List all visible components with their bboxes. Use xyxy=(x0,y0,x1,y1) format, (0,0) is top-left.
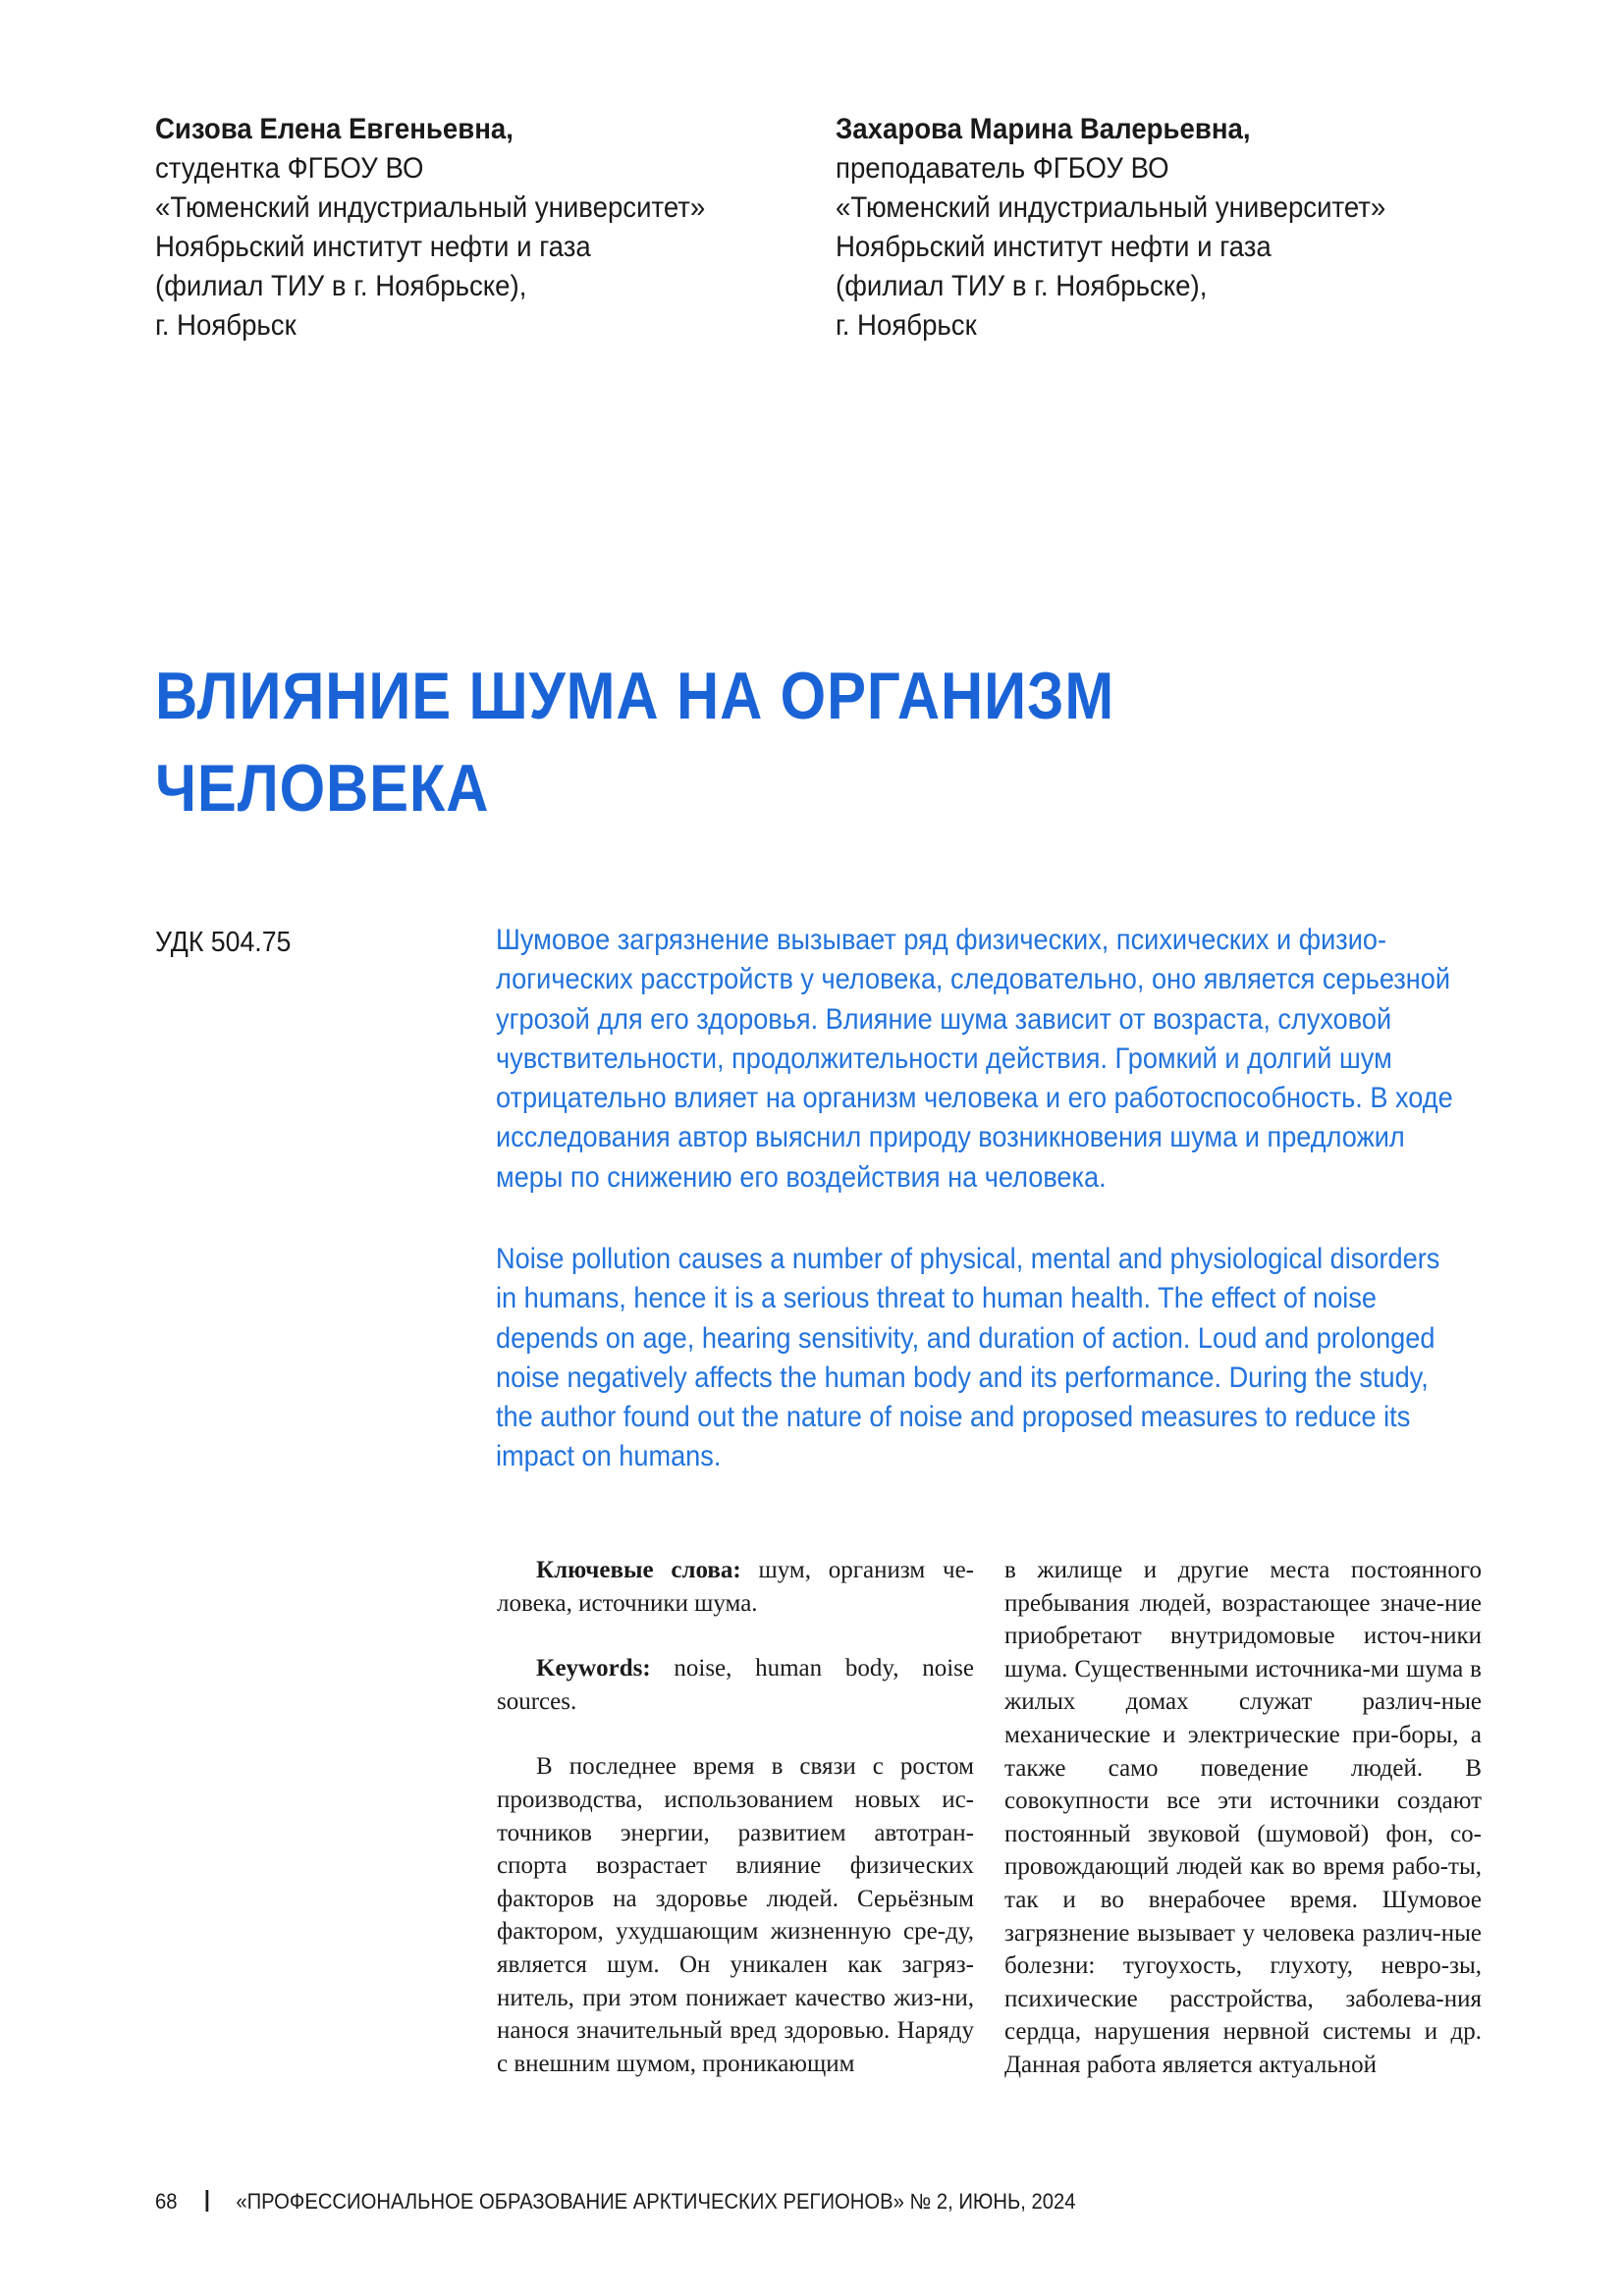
abstract-line: Noise pollution causes a number of physical, mental and physiological disorders xyxy=(496,1243,1440,1275)
abstract-line: the author found out the nature of noise and proposed measures to reduce its xyxy=(496,1401,1411,1434)
abstract-line: in humans, hence it is a serious threat to human health. The effect of noise xyxy=(496,1282,1378,1315)
author-institute: Ноябрьский институт нефти и газа xyxy=(836,231,1272,263)
author-position: студентка ФГБОУ ВО xyxy=(155,152,424,185)
author-city: г. Ноябрьск xyxy=(155,309,297,342)
article-title-line: ЧЕЛОВЕКА xyxy=(155,751,490,826)
body-column-left xyxy=(497,1554,974,2080)
abstract-line: отрицательно влияет на организм человека и его работоспособность. В ходе xyxy=(496,1082,1453,1115)
abstract-english xyxy=(496,1240,1455,1477)
body-paragraph: В последнее время в связи с ростом производства, использованием новых ис-точников энергии, развитием автотран-спорта возрастает влияние физических факторов на здоровье людей. Серьёзным фактором, ухудшающим жизненную сре-ду, является шум. Он уникален как загряз-нитель, при этом понижает качество жиз-ни, нанося значительный вред здоровью. Наряду с внешним шумом, проникающим xyxy=(497,1753,974,2077)
author-block-2 xyxy=(836,110,1385,346)
abstract-line: угрозой для его здоровья. Влияние шума зависит от возраста, слуховой xyxy=(496,1002,1392,1036)
keywords-text: шум, организм че-ловека, источники шума. xyxy=(497,1557,975,1617)
udk-code: УДК 504.75 xyxy=(155,927,292,958)
keywords-label: Keywords: xyxy=(536,1655,651,1682)
abstract-line: логических расстройств у человека, следовательно, оно является серьезной xyxy=(496,963,1451,996)
author-name: Захарова Марина Валерьевна, xyxy=(836,113,1251,145)
author-branch: (филиал ТИУ в г. Ноябрьске), xyxy=(155,270,527,302)
abstract-line: чувствительности, продолжительности действия. Громкий и долгий шум xyxy=(496,1041,1392,1075)
author-university: «Тюменский индустриальный университет» xyxy=(155,191,706,224)
abstract-line: noise negatively affects the human body and its performance. During the study, xyxy=(496,1361,1429,1394)
keywords-russian xyxy=(497,1554,974,1620)
page-footer xyxy=(155,2187,1076,2216)
article-title xyxy=(155,650,1114,834)
keywords-english xyxy=(497,1652,974,1718)
author-block-1 xyxy=(155,110,705,346)
author-name: Сизова Елена Евгеньевна, xyxy=(155,113,514,145)
article-title-line: ВЛИЯНИЕ ШУМА НА ОРГАНИЗМ xyxy=(155,659,1115,733)
abstract-line: меры по снижению его воздействия на человека. xyxy=(496,1160,1107,1194)
keywords-text: noise, human body, noise sources. xyxy=(497,1655,974,1715)
page-number: 68 xyxy=(155,2189,178,2214)
abstract-line: исследования автор выяснил природу возникновения шума и предложил xyxy=(496,1121,1405,1154)
abstract-line: Шумовое загрязнение вызывает ряд физических, психических и физио- xyxy=(496,924,1387,956)
abstract-line: impact on humans. xyxy=(496,1440,722,1473)
author-city: г. Ноябрьск xyxy=(836,309,977,342)
author-branch: (филиал ТИУ в г. Ноябрьске), xyxy=(836,270,1208,302)
abstract-line: depends on age, hearing sensitivity, and duration of action. Loud and prolonged xyxy=(496,1321,1435,1355)
author-university: «Тюменский индустриальный университет» xyxy=(836,191,1386,224)
author-institute: Ноябрьский институт нефти и газа xyxy=(155,231,591,263)
body-paragraph: в жилище и другие места постоянного пребывания людей, возрастающее значе-ние приобретают внутридомовые источ-ники шума. Существенными источника-ми шума в жилых домах служат различ-ные механические и электрические при-боры, а также само поведение людей. В совокупности все эти источники создают постоянный звуковой (шумовой) фон, со-провождающий людей как во время рабо-ты, так и во внерабочее время. Шумовое загрязнение вызывает у человека различ-ные болезни: тугоухость, глухоту, невро-зы, психические расстройства, заболева-ния сердца, нарушения нервной системы и др. Данная работа является актуальной xyxy=(1004,1557,1482,2078)
journal-info: «ПРОФЕССИОНАЛЬНОЕ ОБРАЗОВАНИЕ АРКТИЧЕСКИХ РЕГИОНОВ» № 2, ИЮНЬ, 2024 xyxy=(236,2189,1076,2214)
footer-divider xyxy=(206,2190,209,2212)
abstract-russian xyxy=(496,921,1455,1198)
keywords-label: Ключевые слова: xyxy=(536,1557,741,1583)
body-column-right xyxy=(1004,1554,1482,2082)
author-position: преподаватель ФГБОУ ВО xyxy=(836,152,1169,185)
